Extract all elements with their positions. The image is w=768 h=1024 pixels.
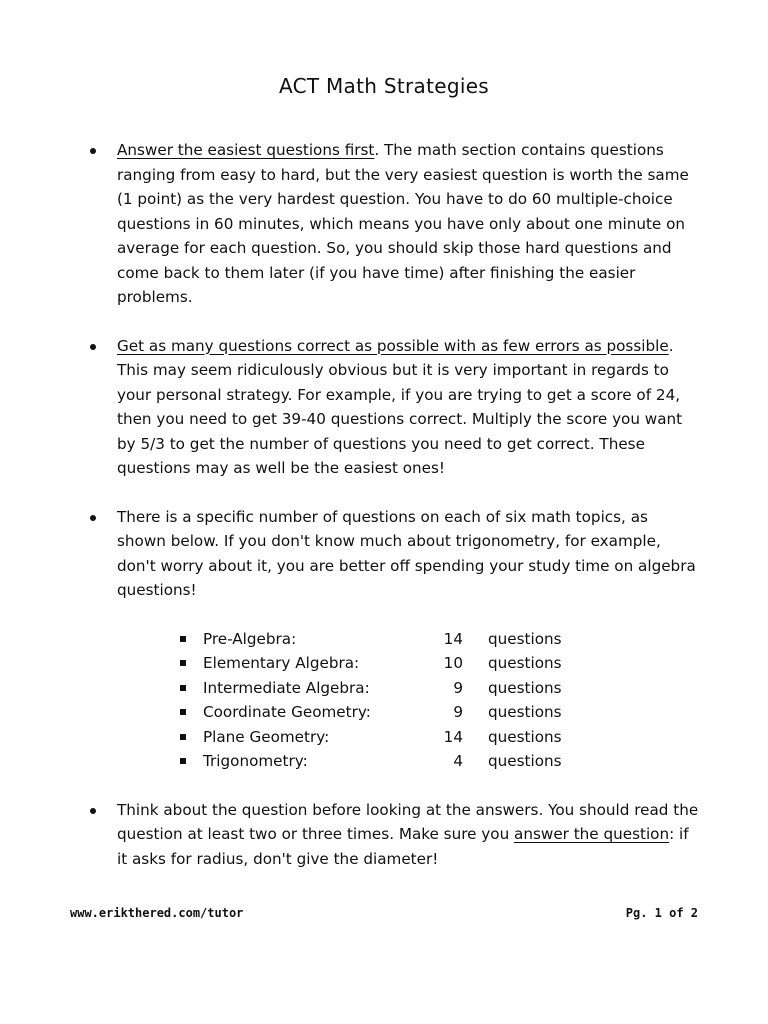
square-bullet-icon [180, 636, 186, 642]
strategy-topics [90, 505, 700, 603]
strategy-text: . The math section contains questions ranging from easy to hard, but the very easiest question is worth the same (1 point) as the very hardest question. You have to do 60 multiple-choice questions in 60 minutes, which means you have only about one minute on average for each question. So, you should skip those hard questions and come back to them later (if you have time) after finishing the easier problems. [117, 141, 689, 306]
square-bullet-icon [180, 660, 186, 666]
topic-unit: questions [488, 678, 562, 697]
square-bullet-icon [180, 734, 186, 740]
topic-count: 14 [443, 727, 463, 746]
square-bullet-icon [180, 758, 186, 764]
strategy-text-post: : if it asks for radius, don't give the diameter! [117, 825, 689, 868]
topic-name: Elementary Algebra: [203, 654, 360, 672]
strategy-heading: Answer the easiest questions first [117, 141, 375, 159]
bullet-icon [90, 808, 96, 814]
strategy-accuracy [90, 334, 700, 481]
strategy-text: . This may seem ridiculously obvious but it is very important in regards to your personal strategy. For example, if you are trying to get a score of 24, then you need to get 39-40 questions correct. Multiply the score you want by 5/3 to get the number of questions you need to get correct. These questions may as well be the easiest ones! [117, 336, 683, 477]
topic-name: Pre-Algebra: [203, 629, 297, 648]
topic-unit: questions [488, 629, 562, 648]
topic-list [180, 627, 700, 774]
bullet-icon [90, 148, 96, 154]
page-title: ACT Math Strategies [278, 74, 490, 98]
bullet-icon [90, 344, 96, 350]
strategy-list [90, 138, 700, 871]
topic-count: 14 [443, 629, 463, 648]
strategy-emphasis: answer the question [514, 825, 670, 843]
topic-name: Intermediate Algebra: [203, 678, 370, 697]
strategy-read-question [90, 798, 700, 872]
strategy-text-pre: Think about the question before looking at the answers. You should read the question at least two or three times. Make sure you [117, 800, 699, 843]
topic-row [180, 749, 700, 774]
topic-count: 10 [443, 654, 463, 672]
topic-row [180, 700, 700, 725]
square-bullet-icon [180, 685, 186, 691]
topic-unit: questions [488, 752, 562, 770]
square-bullet-icon [180, 709, 186, 715]
topic-name: Trigonometry: [203, 752, 308, 770]
topic-count: 9 [453, 703, 463, 721]
topic-row [180, 725, 700, 750]
topic-row [180, 651, 700, 676]
footer-page-number: Pg. 1 of 2 [625, 906, 698, 920]
page-footer [70, 906, 698, 920]
topic-count: 4 [453, 752, 463, 770]
topic-name: Coordinate Geometry: [203, 703, 371, 721]
topic-unit: questions [488, 703, 562, 721]
topic-row [180, 627, 700, 652]
topic-row [180, 676, 700, 701]
topic-unit: questions [488, 654, 562, 672]
topic-count: 9 [453, 678, 463, 697]
footer-url: www.erikthered.com/tutor [70, 906, 244, 920]
bullet-icon [90, 515, 96, 521]
strategy-text: There is a specific number of questions on each of six math topics, as shown below. If you don't know much about trigonometry, for example, don't worry about it, you are better off spending your study time on algebra questions! [117, 507, 696, 599]
topic-unit: questions [488, 727, 562, 746]
strategy-heading: Get as many questions correct as possible with as few errors as possible [117, 336, 669, 355]
strategy-easiest-first [90, 138, 700, 310]
topic-name: Plane Geometry: [203, 727, 330, 746]
